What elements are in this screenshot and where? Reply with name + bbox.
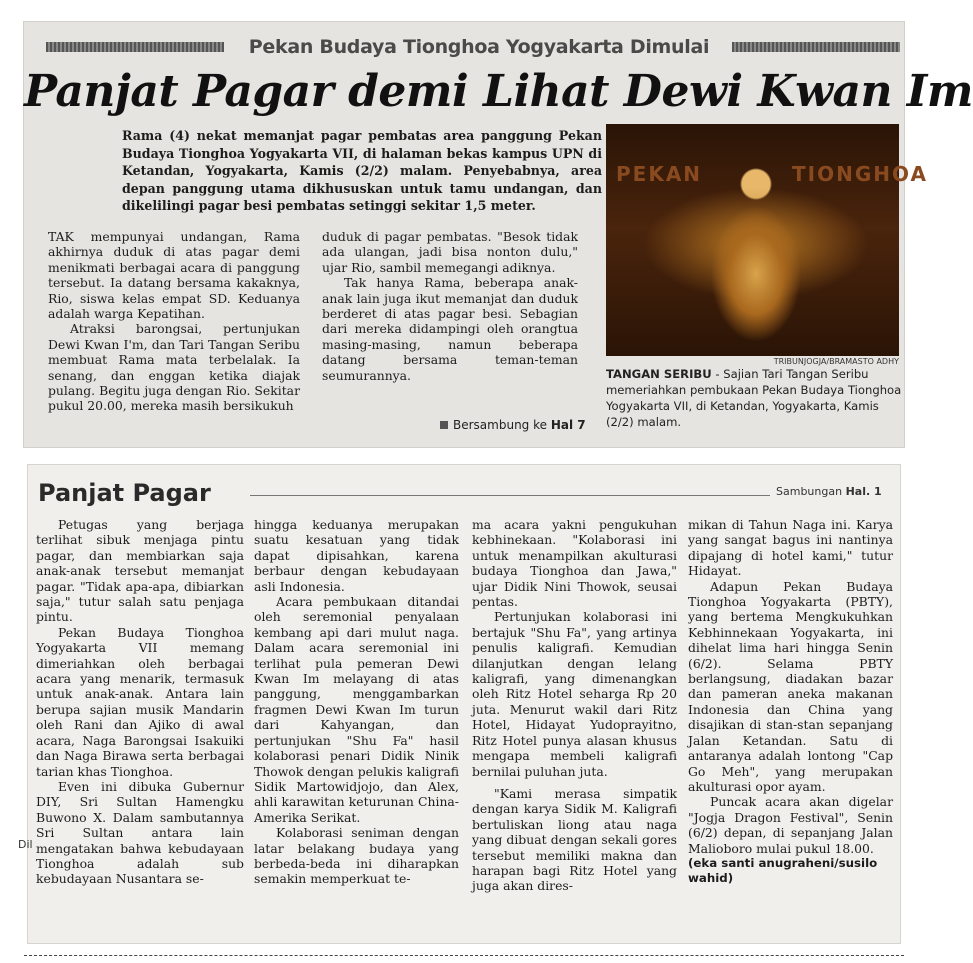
dance-photo bbox=[606, 124, 928, 356]
body-column-1 bbox=[48, 229, 300, 414]
cut-line bbox=[24, 955, 904, 956]
paragraph: Kolaborasi seniman dengan latar belakang budaya yang berbeda-beda ini diharapkan semakin memperkuat te- bbox=[254, 825, 459, 887]
continued-page: Hal 7 bbox=[550, 418, 586, 432]
paragraph: Puncak acara akan digelar "Jogja Dragon Festival", Senin (6/2) depan, di sepanjang Jalan Malioboro mulai pukul 18.00. bbox=[688, 794, 893, 856]
headline: Panjat Pagar demi Lihat Dewi Kwan Im bbox=[24, 66, 973, 117]
photo-caption bbox=[606, 366, 904, 430]
kicker-text: Pekan Budaya Tionghoa Yogyakarta Dimulai bbox=[248, 36, 710, 58]
paragraph: Petugas yang berjaga terlihat sibuk menjaga pintu pagar, dan membiarkan saja anak-anak tersebut memanjat pagar. "Tidak apa-apa, dibiarkan saja," tutur salah satu penjaga pintu. bbox=[36, 517, 244, 625]
paragraph: Pertunjukan kolaborasi ini bertajuk "Shu Fa", yang artinya penulis kaligrafi. Kemudian dilanjutkan dengan lelang kaligrafi, yang dimenangkan oleh Ritz Hotel seharga Rp 20 juta. Menurut wakil dari Ritz Hotel, Hidayat Yudoprayitno, Ritz Hotel punya alasan khusus mengapa membeli kaligrafi bernilai puluhan juta. bbox=[472, 609, 677, 779]
continuation-column-4 bbox=[688, 517, 893, 887]
paragraph: Pekan Budaya Tionghoa Yogyakarta VII memang dimeriahkan oleh berbagai acara yang menarik, termasuk untuk anak-anak. Antara lain berupa sajian musik Mandarin oleh Rani dan Ajiko di awal acara, Naga Barongsai Isakuiki dan Naga Birawa serta berbagai tarian khas Tionghoa. bbox=[36, 624, 244, 779]
body-column-2 bbox=[322, 229, 578, 383]
paragraph: Atraksi barongsai, pertunjukan Dewi Kwan I'm, dan Tari Tangan Seribu membuat Rama mata terbelalak. Ia senang, dan enggan ketika diajak pulang. Begitu juga dengan Rio. Sekitar pukul 20.00, mereka masih bersikukuh bbox=[48, 321, 300, 414]
kicker-rule-right bbox=[732, 42, 900, 52]
continued-prefix: Bersambung ke bbox=[453, 418, 548, 432]
paragraph: hingga keduanya merupakan suatu kesatuan yang tidak dapat dipisahkan, karena berbaur dengan kebudayaan asli Indonesia. bbox=[254, 517, 459, 594]
ref-prefix: Sambungan bbox=[776, 485, 843, 498]
paragraph: ma acara yakni pengukuhan kebhinekaan. "Kolaborasi ini untuk menampilkan akulturasi budaya Tionghoa dan Jawa," ujar Didik Nini Thowok, seusai pentas. bbox=[472, 517, 677, 610]
paragraph: Acara pembukaan ditandai oleh seremonial penyalaan kembang api dari mulut naga. Dalam acara seremonial ini terlihat pula pemeran Dewi Kwan Im melayang di atas panggung, menggambarkan fragmen Dewi Kwan Im turun dari Kahyangan, dan pertunjukan "Shu Fa" hasil kolaborasi penari Didik Ninik Thowok dengan pelukis kaligrafi Sidik Martowidjojo, dan Alex, ahli karawitan keturunan China- Amerika Serikat. bbox=[254, 594, 460, 825]
photo-sign-right: TIONGHOA bbox=[792, 162, 928, 186]
square-bullet-icon bbox=[440, 421, 448, 429]
ref-page: Hal. 1 bbox=[845, 485, 882, 498]
paragraph: "Kami merasa simpatik dengan karya Sidik M. Kaligrafi bertuliskan liong atau naga yang dibuat dengan sekali gores tersebut memiliki makna dan harapan bagi Ritz Hotel yang juga akan dires- bbox=[472, 785, 677, 894]
article-clipping bbox=[24, 22, 973, 447]
kicker-rule-left bbox=[46, 42, 224, 52]
paragraph: TAK mempunyai undangan, Rama akhirnya duduk di atas pagar demi menikmati berbagai acara di panggung tersebut. Ia datang bersama kakaknya, Rio, siswa kelas empat SD. Keduanya adalah warga Kepatihan. bbox=[48, 229, 300, 322]
margin-note: Dil bbox=[18, 838, 33, 851]
continued-note bbox=[440, 418, 586, 432]
continuation-title: Panjat Pagar bbox=[38, 479, 211, 507]
photo-credit: TRIBUNJOGJA/BRAMASTO ADHY bbox=[773, 357, 899, 366]
paragraph: Tak hanya Rama, beberapa anak-anak lain juga ikut memanjat dan duduk berderet di atas pagar besi. Sebagian dari mereka didampingi oleh orangtua masing-masing, namun beberapa datang bersama teman-teman seumurannya. bbox=[322, 275, 578, 383]
continuation-column-1 bbox=[36, 517, 244, 887]
lead-paragraph: Rama (4) nekat memanjat pagar pembatas area panggung Pekan Budaya Tionghoa Yogyakarta VII, di halaman bekas kampus UPN di Ketandan, Yogyakarta, Kamis (2/2) malam. Penyebabnya, area depan panggung utama dikhususkan untuk tamu undangan, dan dikelilingi pagar besi pembatas setinggi sekitar 1,5 meter. bbox=[122, 128, 602, 213]
caption-text: - Sajian Tari Tangan Seribu memeriahkan pembukaan Pekan Budaya Tionghoa Yogyakarta VII, di Ketandan, Yogyakarta, Kamis (2/2) malam. bbox=[606, 367, 902, 429]
caption-label: TANGAN SERIBU bbox=[606, 367, 712, 381]
byline: (eka santi anugraheni/susilo wahid) bbox=[688, 855, 878, 886]
continuation-column-3 bbox=[472, 517, 677, 894]
continuation-column-2 bbox=[254, 517, 459, 887]
continuation-ref bbox=[776, 485, 896, 498]
kicker bbox=[24, 36, 904, 60]
paragraph: Even ini dibuka Gubernur DIY, Sri Sultan Hamengku Buwono X. Dalam sambutannya Sri Sultan antara lain mengatakan bahwa kebudayaan Tionghoa adalah sub kebudayaan Nusantara se- bbox=[36, 778, 244, 887]
paragraph: duduk di pagar pembatas. "Besok tidak ada ulangan, jadi bisa nonton dulu," ujar Rio, sambil memegangi adiknya. bbox=[322, 229, 578, 275]
photo-sign-left: PEKAN bbox=[616, 162, 703, 186]
paragraph: mikan di Tahun Naga ini. Karya yang sangat bagus ini nantinya dipajang di hotel kami," tutur Hidayat. bbox=[688, 517, 893, 579]
title-rule bbox=[250, 495, 770, 496]
paragraph: Adapun Pekan Budaya Tionghoa Yogyakarta (PBTY), yang bertema Mengkukuhkan Kebhinnekaan Yogyakarta, ini dihelat lima hari hingga Senin (6/2). Selama PBTY berlangsung, diadakan bazar dan pameran aneka makanan Indonesia dan China yang disajikan di stan-stan sepanjang Jalan Ketandan. Satu di antaranya adalah lontong "Cap Go Meh", yang merupakan akulturasi opor ayam. bbox=[688, 578, 893, 794]
continuation-clipping bbox=[28, 465, 900, 943]
